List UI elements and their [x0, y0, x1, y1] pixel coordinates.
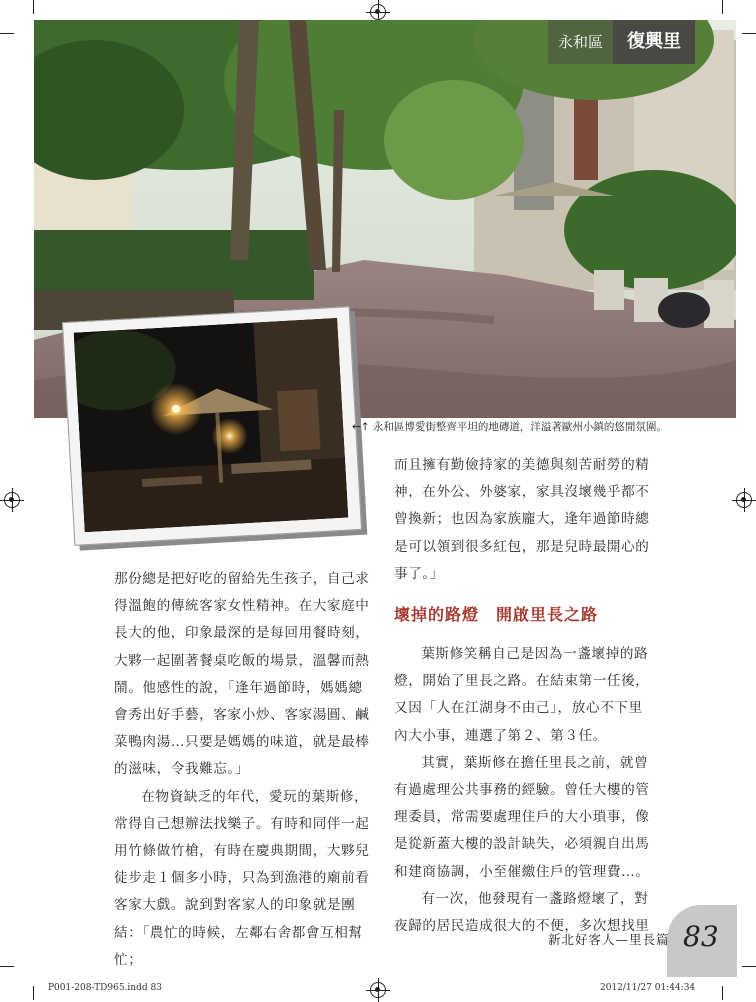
- registration-mark-right: [736, 492, 752, 508]
- district-tag: [548, 20, 695, 64]
- crop-mark: [33, 0, 34, 14]
- crop-mark: [722, 0, 723, 14]
- crop-mark: [0, 966, 14, 967]
- night-cafe-photo-frame: [62, 306, 362, 546]
- registration-mark-left: [4, 492, 20, 508]
- left-text-column: [114, 566, 376, 974]
- village-label: 復興里: [613, 20, 695, 64]
- registration-mark-bottom: [370, 982, 386, 998]
- slug-file: P001-208-TD965.indd 83: [48, 983, 162, 993]
- district-label: 永和區: [548, 20, 613, 64]
- page-number: 83: [683, 920, 719, 953]
- paragraph: 在物資缺乏的年代，愛玩的葉斯修，常得自己想辦法找樂子。有時和同伴一起用竹條做竹槍，有時在慶典期間，大夥兒徒步走１個多小時，只為到漁港的廟前看客家大戲。說到對客家人的印象就是團結：「農忙的時候，左鄰右舍都會互相幫忙；: [114, 788, 370, 968]
- paragraph: 有一次，他發現有一盞路燈壞了，對夜歸的居民造成很大的不便，多次想找里: [394, 890, 650, 935]
- crop-mark: [742, 33, 756, 34]
- crop-mark: [722, 986, 723, 1000]
- paragraph: 葉斯修笑稱自己是因為一盞壞掉的路燈，開始了里長之路。在結束第一任後，又因「人在江湖身不由己」，放心不下里內大小事，連選了第２、第３任。: [394, 646, 650, 744]
- night-cafe-photo: [74, 318, 349, 532]
- slug-datetime: 2012/11/27 01:44:34: [600, 983, 696, 993]
- crop-mark: [33, 986, 34, 1000]
- paragraph: 其實，葉斯修在擔任里長之前，就曾有過處理公共事務的經驗。曾任大樓的管理委員，常需要處理住戶的大小瑣事，像是從新蓋大樓的設計缺失，必須親自出馬和建商協調，小至催繳住戶的管理費…。: [394, 754, 650, 880]
- paragraph: 而且擁有勤儉持家的美德與刻苦耐勞的精神，在外公、外婆家，家具沒壞幾乎都不曾換新；也因為家族龐大，逢年過節時總是可以領到很多紅包，那是兒時最開心的事了。」: [394, 457, 650, 582]
- crop-mark: [742, 966, 756, 967]
- photo-caption: ←↑ 永和區博愛街整齊平坦的地磚道，洋溢著歐州小鎮的悠閒氛圍。: [352, 421, 667, 433]
- section-heading: 壞掉的路燈 開啟里長之路: [394, 605, 599, 625]
- crop-mark: [0, 33, 14, 34]
- right-text-column: [394, 452, 656, 940]
- registration-mark-top: [370, 4, 386, 20]
- paragraph: 那份總是把好吃的留給先生孩子，自己求得溫飽的傳統客家女性精神。在大家庭中長大的他，印象最深的是每回用餐時刻，大夥一起圍著餐桌吃飯的場景，溫馨而熱鬧。他感性的說，「逢年過節時，媽媽總會秀出好手藝，客家小炒、客家湯圓、鹹菜鴨肉湯…只要是媽媽的味道，就是最棒的滋味，令我難忘。」: [114, 571, 370, 778]
- series-title: 新北好客人—里長篇: [548, 932, 670, 947]
